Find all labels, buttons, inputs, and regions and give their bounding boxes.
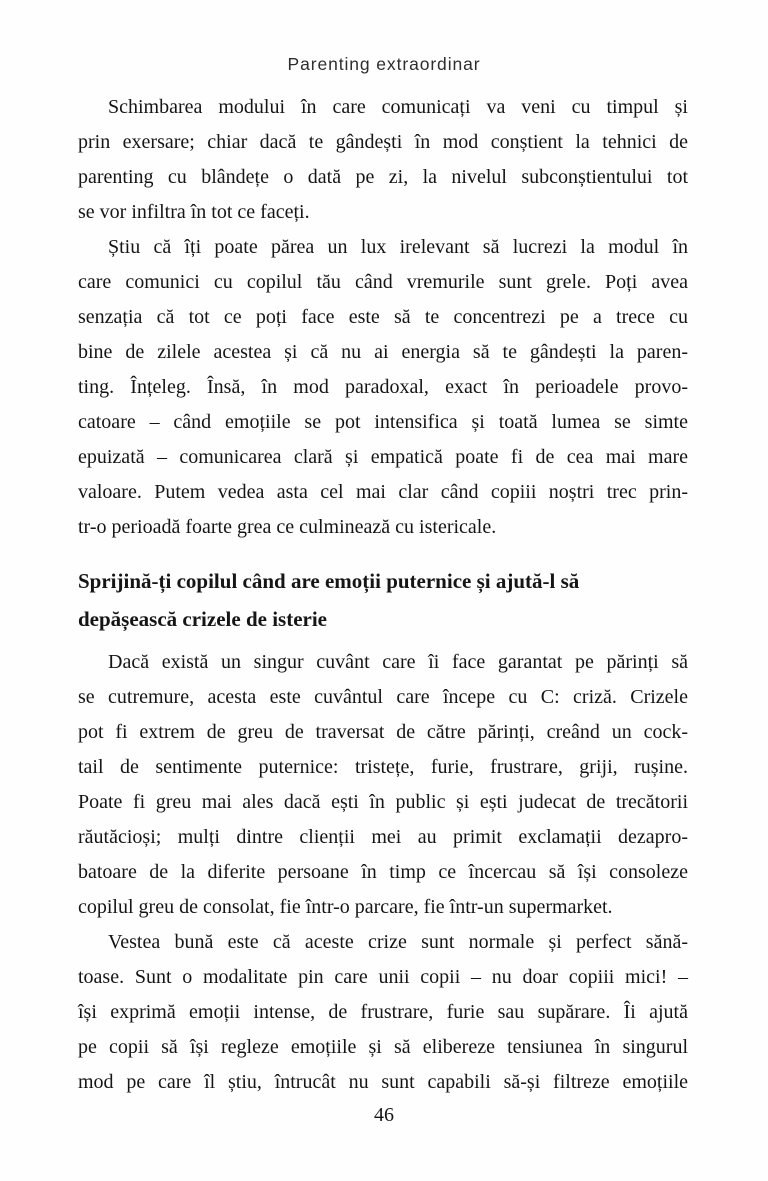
text-line: pot fi extrem de greu de traversat de către părinți, creând un cock- — [78, 721, 688, 743]
text-line: își exprimă emoții intense, de frustrare, furie sau supărare. Îi ajută — [78, 1001, 688, 1023]
text-line: Schimbarea modului în care comunicați va veni cu timpul și — [108, 96, 688, 118]
text-line: toase. Sunt o modalitate pin care unii copii – nu doar copiii mici! – — [78, 966, 688, 988]
text-line: epuizată – comunicarea clară și empatică poate fi de cea mai mare — [78, 446, 688, 468]
text-line: parenting cu blândețe o dată pe zi, la nivelul subconștientului tot — [78, 166, 688, 188]
text-line: Vestea bună este că aceste crize sunt normale și perfect sănă- — [108, 931, 688, 953]
page-number: 46 — [374, 1104, 394, 1126]
text-line: Poate fi greu mai ales dacă ești în public și ești judecat de trecătorii — [78, 791, 688, 813]
text-line: senzația că tot ce poți face este să te concentrezi pe a trece cu — [78, 306, 688, 328]
section-heading — [78, 562, 688, 638]
text-line: răutăcioși; mulți dintre clienții mei au primit exclamații dezapro- — [78, 826, 688, 848]
paragraph — [78, 645, 688, 925]
paragraph — [78, 925, 688, 1100]
section-heading-line: depășească crizele de isterie — [78, 607, 327, 631]
text-line: copilul greu de consolat, fie într-o parcare, fie într-un supermarket. — [78, 896, 613, 918]
paragraph — [78, 90, 688, 230]
text-line: se cutremure, acesta este cuvântul care începe cu C: criză. Crizele — [78, 686, 688, 708]
paragraph — [78, 230, 688, 545]
text-line: Știu că îți poate părea un lux irelevant să lucrezi la modul în — [108, 236, 688, 258]
text-line: mod pe care îl știu, întrucât nu sunt capabili să-și filtreze emoțiile — [78, 1071, 688, 1093]
text-line: se vor infiltra în tot ce faceți. — [78, 201, 310, 223]
text-line: care comunici cu copilul tău când vremurile sunt grele. Poți avea — [78, 271, 688, 293]
running-head: Parenting extraordinar — [287, 54, 481, 74]
text-line: bine de zilele acestea și că nu ai energia să te gândești la paren- — [78, 341, 688, 363]
text-line: ting. Înțeleg. Însă, în mod paradoxal, exact în perioadele provo- — [78, 376, 688, 398]
text-line: tail de sentimente puternice: tristețe, furie, frustrare, griji, rușine. — [78, 756, 688, 778]
section-heading-line: Sprijină-ți copilul când are emoții puternice și ajută-l să — [78, 569, 580, 593]
text-line: prin exersare; chiar dacă te gândești în mod conștient la tehnici de — [78, 131, 688, 153]
text-line: valoare. Putem vedea asta cel mai clar când copiii noștri trec prin- — [78, 481, 688, 503]
text-line: pe copii să își regleze emoțiile și să elibereze tensiunea în singurul — [78, 1036, 688, 1058]
text-line: catoare – când emoțiile se pot intensifica și toată lumea se simte — [78, 411, 688, 433]
text-line: tr-o perioadă foarte grea ce culminează cu istericale. — [78, 516, 497, 538]
text-line: Dacă există un singur cuvânt care îi face garantat pe părinți să — [108, 651, 688, 673]
text-line: batoare de la diferite persoane în timp ce încercau să își consoleze — [78, 861, 688, 883]
